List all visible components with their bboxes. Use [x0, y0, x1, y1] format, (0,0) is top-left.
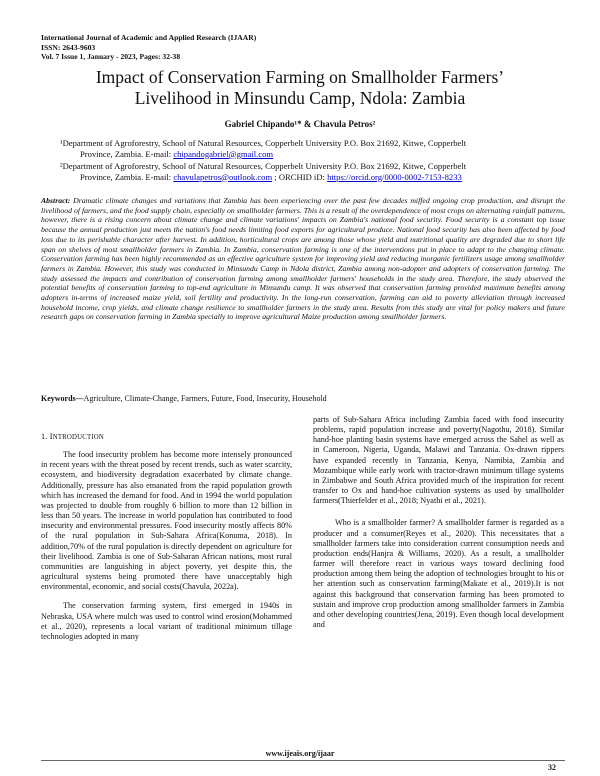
- affiliation-1-province: Province, Zambia. E-mail:: [80, 148, 174, 159]
- author-1-email-link[interactable]: chipandogabriel@gmail.com: [173, 148, 274, 159]
- section-1-heading: [41, 432, 292, 443]
- paper-title: [30, 67, 570, 109]
- keywords-label: Keywords—: [41, 394, 84, 403]
- footer-url: www.ijeais.org/ijaar: [265, 749, 335, 758]
- right-paragraph-2: Who is a smallholder farmer? A smallholder farmer is regarded as a producer and a consumer(Reyes et al., 2020). This necessitates that a smallholder farmers take into consideration current consumption needs and production ends(Hanjra & Williams, 2020). As a result, a smallholder farmer will therefore react in various ways toward declining food production among them being the adoption of technologies brought to his or her attention such as conservation farming(Makate et al., 2019).It is not against this background that conservation farming has been promoted to sustain and improve crop production among smallholder farmers in Zambia and other developing countries(Jena, 2019). Even though local development and: [313, 518, 564, 629]
- title-line-1: Impact of Conservation Farming on Smallholder Farmers’: [95, 67, 505, 87]
- author-2-email-link[interactable]: chavulapetros@outlook.com: [173, 171, 273, 182]
- orcid-label: ; ORCHID iD:: [272, 171, 328, 182]
- journal-volume: Vol. 7 Issue 1, January - 2023, Pages: 32-38: [41, 52, 181, 61]
- section-1-number: 1. I: [41, 432, 53, 441]
- footer-divider: [41, 760, 565, 761]
- left-column: [41, 432, 292, 642]
- affiliation-2-line-2: [60, 172, 560, 183]
- journal-issn: ISSN: 2643-9603: [41, 42, 96, 52]
- journal-header: [41, 33, 256, 62]
- affiliation-1-line-2: [60, 149, 560, 160]
- left-paragraph-1: The food insecurity problem has become more intensely pronounced in recent years with the threat posed by recent trends, such as water scarcity, ecosystem, and biodiversity degradation exacerbated by climate change. Additionally, pressure has also emanated from the rapid population growth which has increased the demand for food. And in 1994 the world population was projected to double from roughly 6 billion to more than 12 billion in less than 50 years. The increase in world population has contributed to food insecurity and environmental pressures. Food insecurity mostly affects 80% of the rural population in Sub-Sahara Africa(Konuma, 2018). In addition,70% of the rural population is directly dependent on agriculture for their livelihood. Zambia is one of Sub-Saharan African nations, most rural communities are languishing in abject poverty, yet despite this, the agricultural systems being promoted there have unacceptably high environmental, economic, and social costs(Chavula, 2022a).: [41, 450, 292, 592]
- left-paragraph-2: The conservation farming system, first emerged in 1940s in Nebraska, USA where mulch was used to control wind erosion(Mohammed et al., 2020), represents a local variant of traditional minimum tillage technologies adopted in many: [41, 601, 292, 641]
- page-number: 32: [548, 763, 556, 772]
- affiliation-2: [60, 161, 560, 182]
- right-paragraph-1: parts of Sub-Sahara Africa including Zambia faced with food insecurity problems, rapid population increase and poverty(Nagothu, 2018). Similar hand-hoe planting basin systems have emerged across the Sahel as well as in Cameroon, Nigeria, Uganda, Malawi and Tanzania. Ox-drawn rippers have expanded recently in Tanzania, Kenya, Namibia, Zambia and Mozambique while early work with tractor-drawn minimum tillage systems in Zimbabwe and South Africa provided much of the inspiration for recent transfer to Ox and hand-hoe cultivation systems as used by smallholder farmers(Thierfelder et al., 2018; Nyathi et al., 2021).: [313, 415, 564, 506]
- keywords-text: Agriculture, Climate-Change, Farmers, Future, Food, Insecurity, Household: [83, 394, 327, 403]
- keywords: [41, 394, 565, 403]
- affiliation-1-line-1: ¹Department of Agroforestry, School of Natural Resources, Copperbelt University P.O. Box 21692, Kitwe, Copperbelt: [60, 138, 467, 148]
- right-column: [313, 415, 564, 630]
- affiliation-2-line-1: ²Department of Agroforestry, School of Natural Resources, Copperbelt University P.O. Box 21692, Kitwe, Copperbelt: [60, 161, 467, 171]
- journal-name: International Journal of Academic and Applied Research (IJAAR): [41, 33, 257, 42]
- section-1-title: NTRODUCTION: [52, 434, 105, 441]
- title-line-2: Livelihood in Minsundu Camp, Ndola: Zambia: [134, 88, 466, 108]
- affiliation-2-province: Province, Zambia. E-mail:: [80, 171, 174, 182]
- authors: Gabriel Chipando¹* & Chavula Petros²: [224, 119, 376, 129]
- abstract-label: Abstract:: [41, 196, 71, 205]
- abstract-text: Dramatic climate changes and variations that Zambia has been experiencing over the past few decades miffed ongoing crop production, and disrupt the livelihood of farmers, and the food supply chain, especially on smallholder farmers. This is a result of the overdependence of most crops on alternating rainfall patterns, however, there is a rising concern about climate change and climate variations' impacts on Zambia's national food security. Food security is a constant top issue because the annual production just meets the nation's food needs limiting food exports for agricultural produce. National food security has also been affected by food loss due to its perishable character after harvest. In addition, horticultural crops are among those whose yield and nutritional quality are degraded due to short life span on shelves of most smallholder farmers in Zambia. In Zambia, conservation farming is one of the interventions put in place to adapt to the changing climate. Conservation farming has been highly recommended as an effective agriculture system for improving yield and reducing inorganic fertilizers usage among smallholder farmers in Zambia. However, this study was conducted in Minsundu Camp in Ndola district, Zambia among non-adopter and adopters of conservation farming. The study assessed the impacts and contribution of conservation farming among smallholder farmers' households in the study area. Therefore, the study observed the potential benefits of conservation farming to top-end agriculture in Minsundu camp. It was observed that conservation farming provided maximum benefits among adopters in-terms of increased maize yield, soil fertility and productivity. In the long-run conservation, farming can aid to poverty alleviation through increased household income, crop yields, and climate change resilience to smallholder farmers in the study area. Results from this study are vital for policy makers and future research gaps on conservation farming in Zambia specially to improve agricultural Maize production among smallholder farmers.: [41, 196, 566, 322]
- affiliation-1: [60, 138, 560, 159]
- abstract: [41, 196, 565, 322]
- orcid-link[interactable]: https://orcid.org/0000-0002-7153-8233: [327, 171, 462, 182]
